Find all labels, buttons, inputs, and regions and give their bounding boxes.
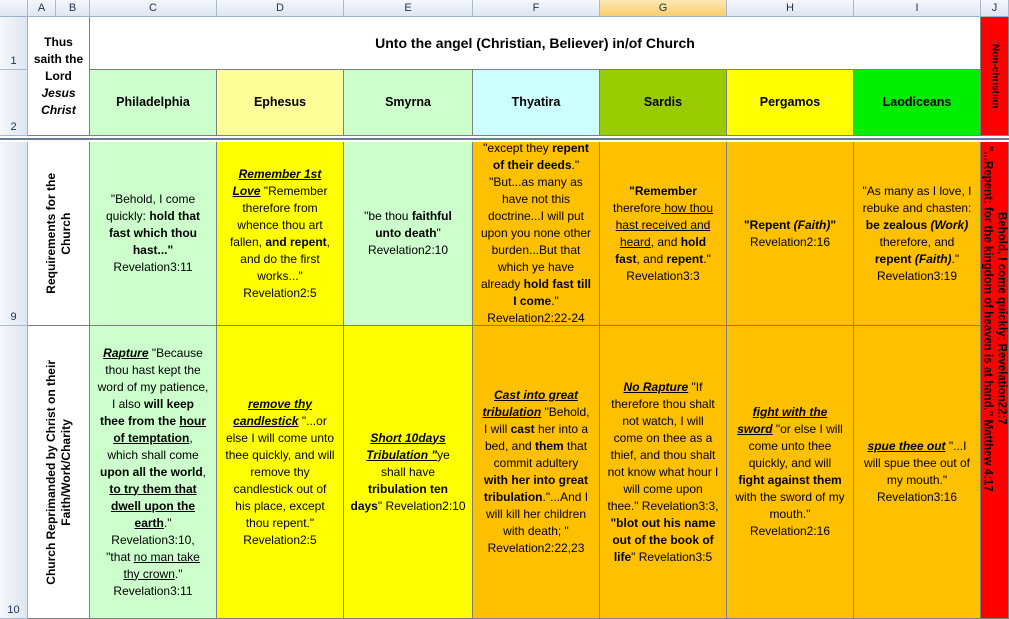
rep-text: I also — [111, 396, 144, 411]
rep-text — [603, 549, 723, 566]
req-text: "Remember — [629, 183, 697, 198]
rep-text: that — [563, 439, 588, 453]
rep-text: of temptation — [113, 430, 190, 445]
rep-text — [603, 379, 723, 396]
rep-text: will come upon — [623, 481, 703, 496]
rep-text: life — [613, 549, 632, 564]
rep-text — [93, 396, 213, 413]
req-text: , and — [636, 251, 667, 266]
req-text — [476, 293, 596, 310]
req-reference: Revelation2:10 — [367, 243, 449, 257]
rep-text: sword — [737, 422, 773, 436]
rep-text: "blot out his name — [610, 515, 716, 530]
rep-text — [93, 464, 213, 481]
jesus-line: Jesus — [41, 85, 76, 100]
req-ephesus[interactable] — [217, 142, 344, 326]
rep-text: ." — [174, 566, 183, 581]
column-header-e[interactable]: E — [344, 0, 473, 17]
rep-text: "that — [106, 549, 134, 564]
rep-text: , — [202, 464, 206, 479]
req-text — [347, 208, 469, 225]
req-text — [603, 251, 723, 268]
rep-philadelphia[interactable] — [90, 326, 217, 619]
req-text: " — [436, 226, 441, 240]
side-text-line-2: "...Repent: for the kingdom of heaven is at hand." Matthew 4:17 — [981, 146, 994, 492]
rep-text: commit adultery — [493, 456, 579, 470]
rep-text: earth — [134, 515, 164, 530]
rep-text — [476, 421, 596, 438]
req-text: Love — [232, 183, 261, 198]
rep-text: which shall come — [107, 447, 199, 462]
rep-text — [93, 413, 213, 430]
rep-text: " — [431, 447, 438, 462]
rep-text: them — [535, 439, 564, 453]
rep-text: dwell upon the — [111, 498, 195, 513]
req-text: "Remember — [260, 183, 328, 198]
req-text: unto death — [375, 226, 437, 240]
req-text — [603, 200, 723, 217]
req-reference: Revelation2:5 — [243, 285, 317, 300]
non-christian-label: Non-christian — [989, 43, 1001, 109]
req-reference: Revelation2:16 — [749, 234, 831, 249]
req-text: "Behold, I come — [110, 192, 196, 206]
req-text: works..." — [257, 268, 303, 283]
rep-text: mouth." — [769, 507, 811, 521]
thus-line-1: Thus — [44, 34, 73, 49]
req-text: whence thou art — [237, 217, 323, 232]
church-header-sardis[interactable]: Sardis — [600, 70, 727, 136]
req-text — [730, 217, 850, 234]
req-text: of their deeds — [492, 158, 572, 172]
req-text: burden...But that — [491, 243, 581, 257]
rep-text — [476, 438, 596, 455]
req-text: already — [480, 277, 524, 291]
reprimanded-label-cell[interactable] — [28, 326, 90, 619]
req-text: "But...as many as — [489, 175, 583, 189]
req-text: , — [326, 234, 331, 249]
req-text: Remember 1st — [238, 166, 322, 181]
req-text: have not this — [501, 192, 571, 206]
rep-text: will keep — [143, 396, 195, 411]
rep-text: remove thy — [250, 464, 310, 479]
req-text: repent — [666, 251, 704, 266]
req-text: rebuke and chasten: — [862, 200, 972, 215]
thus-line-3: Lord — [45, 68, 72, 83]
rep-text: else I will come unto — [225, 430, 335, 445]
column-header-h[interactable]: H — [727, 0, 854, 17]
req-text: be zealous — [865, 217, 931, 232]
requirements-label-line-1: Requirements for the — [43, 173, 58, 294]
rep-text: tribulation — [482, 405, 542, 419]
req-text: therefore — [612, 200, 661, 215]
column-header-c[interactable]: C — [90, 0, 217, 17]
rep-text: will spue thee out of — [863, 456, 971, 470]
req-text: therefore from — [242, 200, 318, 215]
side-text-line-1: Behold, I come quickly: Revelation22:7 — [995, 212, 1008, 426]
req-text: and repent — [265, 234, 327, 249]
rep-text: "...or — [298, 413, 327, 428]
church-header-ephesus[interactable]: Ephesus — [217, 70, 344, 136]
rep-text: No Rapture — [623, 379, 689, 394]
rep-text — [220, 413, 340, 430]
req-text: ." — [703, 251, 711, 266]
req-reference: Revelation3:19 — [876, 268, 958, 283]
rep-text: , — [189, 430, 193, 445]
rep-smyrna[interactable] — [344, 326, 473, 619]
rep-text — [93, 515, 213, 532]
reprimanded-label-line-2: Faith/Work/Charity — [58, 418, 73, 526]
rep-thyatira[interactable] — [473, 326, 600, 619]
rep-reference: Revelation3:11 — [113, 583, 193, 598]
rep-text: I will — [483, 422, 511, 436]
rep-text: days — [350, 498, 378, 513]
rep-text: hour — [179, 413, 206, 428]
req-text: hast..." — [132, 243, 174, 257]
rep-text — [93, 566, 213, 583]
column-header-b[interactable]: B — [56, 0, 90, 17]
req-text: I come — [513, 294, 552, 308]
req-text: fast — [615, 251, 637, 266]
rep-reference: Revelation2:22,23 — [487, 541, 585, 555]
rep-laodiceans[interactable] — [854, 326, 981, 619]
req-text — [857, 217, 977, 234]
rep-text: Revelation3:10, — [111, 532, 195, 547]
non-christian-header[interactable] — [981, 17, 1009, 136]
req-sardis[interactable] — [600, 142, 727, 326]
rep-text: Cast into great — [493, 388, 578, 402]
non-christian-side-text — [981, 146, 1009, 492]
req-text: doctrine...I will put — [487, 209, 585, 223]
reprimanded-label-line-1: Church Reprimanded by Christ on their — [43, 359, 58, 585]
thus-line-2: saith the — [33, 51, 84, 66]
rep-text: thee quickly, and will — [225, 447, 335, 462]
req-text: hast received and — [615, 217, 711, 232]
column-header-j[interactable]: J — [981, 0, 1009, 17]
req-thyatira[interactable] — [473, 142, 600, 326]
req-text: "except they — [483, 142, 553, 155]
req-text: "Repent — [743, 217, 794, 232]
rep-text: upon all the world — [99, 464, 203, 479]
req-text: heard — [619, 234, 651, 249]
rep-reference: Revelation3:16 — [876, 490, 958, 504]
rep-text: thou hast kept the — [105, 362, 201, 377]
church-header-thyatira[interactable]: Thyatira — [473, 70, 600, 136]
rep-reference: Revelation2:16 — [749, 524, 831, 538]
rep-text: fight against them — [738, 473, 842, 487]
req-text: hold fast till — [523, 277, 592, 291]
req-text — [603, 234, 723, 251]
req-text: hold — [680, 234, 707, 249]
req-text: (Work) — [930, 217, 969, 232]
non-christian-side-cell[interactable] — [981, 142, 1009, 619]
req-text: ." — [551, 294, 559, 308]
rep-text: come on thee as a — [613, 430, 713, 445]
req-text: faithful — [411, 209, 452, 223]
req-text: , and — [650, 234, 681, 249]
req-pergamos[interactable] — [727, 142, 854, 326]
req-text: fallen, — [229, 234, 266, 249]
req-text: (Faith) — [914, 251, 952, 266]
requirements-label-line-2: Church — [58, 212, 73, 255]
rep-text: thou repent." — [245, 515, 315, 530]
req-text — [476, 157, 596, 174]
rep-text: " Revelation2:10 — [377, 498, 466, 513]
req-text: " — [830, 217, 837, 232]
rep-text — [93, 345, 213, 362]
rep-text: with her into great — [483, 473, 588, 487]
rep-text: Short 10days — [370, 430, 446, 445]
rep-text — [93, 549, 213, 566]
rep-text: her into a — [534, 422, 589, 436]
column-header-a[interactable]: A — [28, 0, 56, 17]
req-text: fast which thou — [109, 226, 197, 240]
req-text: repent — [874, 251, 915, 266]
rep-text: tribulation ten — [368, 481, 448, 496]
page-title[interactable]: Unto the angel (Christian, Believer) in/of Church — [90, 17, 981, 70]
rep-text: my mouth." — [886, 473, 948, 487]
rep-text: with the sword of my — [735, 490, 845, 504]
reprimanded-label — [44, 360, 74, 585]
rep-text: tribulation — [483, 490, 543, 504]
column-header-g[interactable]: G — [600, 0, 727, 17]
rep-sardis[interactable] — [600, 326, 727, 619]
rep-text: not watch, I will — [622, 413, 704, 428]
rep-text: candlestick — [233, 413, 299, 428]
row-header-10[interactable]: 10 — [0, 326, 28, 619]
rep-pergamos[interactable] — [727, 326, 854, 619]
req-text: which ye have — [497, 260, 575, 274]
rep-text: thee from the — [99, 413, 180, 428]
rep-text: will kill her children — [485, 507, 587, 521]
rep-text: Rapture — [103, 345, 149, 360]
rep-text: not know what hour I — [607, 464, 719, 479]
rep-text: thee." Revelation3:3, — [607, 498, 719, 513]
req-text: ." — [951, 251, 960, 266]
req-laodiceans[interactable] — [854, 142, 981, 326]
req-text: "As many as I love, I — [862, 183, 972, 198]
rep-text: thief, and thou shalt — [610, 447, 716, 462]
rep-text: his place, except — [235, 498, 325, 513]
church-header-philadelphia[interactable]: Philadelphia — [90, 70, 217, 136]
christ-line: Christ — [41, 102, 76, 117]
rep-text: shall have — [380, 464, 436, 479]
church-header-pergamos[interactable]: Pergamos — [727, 70, 854, 136]
req-reference: Revelation3:3 — [626, 268, 700, 283]
req-text: ." — [571, 158, 580, 172]
rep-text: "...I — [945, 439, 967, 453]
rep-text: remove thy — [247, 396, 313, 411]
req-smyrna[interactable] — [344, 142, 473, 326]
rep-text: Tribulation — [366, 447, 432, 462]
req-text — [347, 225, 469, 242]
column-header-f[interactable]: F — [473, 0, 600, 17]
rep-text: "If — [688, 379, 703, 394]
rep-text: therefore thou shalt — [611, 396, 715, 411]
req-text: hold that — [149, 209, 200, 223]
rep-text: "Behold, — [541, 405, 590, 419]
rep-text: quickly, and will — [748, 456, 832, 470]
req-text: quickly: — [105, 209, 150, 223]
row-header-1[interactable]: 1 — [0, 17, 28, 70]
rep-text: with death; " — [503, 524, 569, 538]
req-philadelphia[interactable] — [90, 142, 217, 326]
hidden-rows-divider — [0, 136, 1009, 140]
select-all-corner[interactable] — [0, 0, 28, 17]
req-text: (Faith) — [793, 217, 831, 232]
church-header-laodiceans[interactable]: Laodiceans — [854, 70, 981, 136]
row-header-9[interactable]: 9 — [0, 142, 28, 326]
thus-saith-cell[interactable] — [28, 17, 90, 136]
rep-text: spue thee out — [867, 439, 946, 453]
req-text: and do the first — [240, 251, 320, 266]
rep-text: fight with the — [752, 405, 828, 419]
rep-text: "Because — [148, 345, 203, 360]
rep-text — [347, 447, 469, 464]
rep-text: to try them that — [109, 481, 197, 496]
req-text — [93, 208, 213, 225]
rep-text — [347, 498, 469, 515]
rep-text: bed, and — [484, 439, 535, 453]
req-text: "be thou — [364, 209, 412, 223]
rep-text — [730, 421, 850, 438]
rep-text: "or else I will — [772, 422, 843, 436]
rep-text: no man take — [133, 549, 200, 564]
rep-reference: Revelation2:5 — [243, 532, 317, 547]
column-header-i[interactable]: I — [854, 0, 981, 17]
rep-text — [476, 404, 596, 421]
column-header-d[interactable]: D — [217, 0, 344, 17]
req-reference: Revelation3:11 — [113, 260, 193, 274]
rep-text — [476, 489, 596, 506]
rep-text: cast — [510, 422, 535, 436]
req-text: upon you none other — [480, 226, 592, 240]
req-text: repent — [552, 142, 589, 155]
rep-ephesus[interactable] — [217, 326, 344, 619]
rep-text: ye — [437, 447, 450, 462]
rep-text — [857, 438, 977, 455]
req-text — [857, 251, 977, 268]
rep-text: out of the book of — [612, 532, 714, 547]
rep-text: ." — [163, 515, 172, 530]
rep-text — [93, 430, 213, 447]
req-text — [220, 234, 340, 251]
rep-text: come unto thee — [748, 439, 832, 453]
req-text — [220, 183, 340, 200]
rep-text: thy crown — [123, 566, 175, 581]
req-text — [476, 276, 596, 293]
church-header-smyrna[interactable]: Smyrna — [344, 70, 473, 136]
rep-text: word of my patience, — [97, 379, 209, 394]
req-text: how thou — [660, 200, 714, 215]
rep-text: candlestick out of — [233, 481, 327, 496]
req-reference: Revelation2:22-24 — [487, 311, 585, 325]
req-text — [476, 142, 596, 157]
row-header-2[interactable]: 2 — [0, 70, 28, 136]
requirements-label — [44, 173, 74, 294]
requirements-label-cell[interactable] — [28, 142, 90, 326]
rep-text: ."...And I — [542, 490, 589, 504]
req-text: therefore, and — [879, 234, 955, 249]
rep-text: " Revelation3:5 — [631, 549, 713, 564]
